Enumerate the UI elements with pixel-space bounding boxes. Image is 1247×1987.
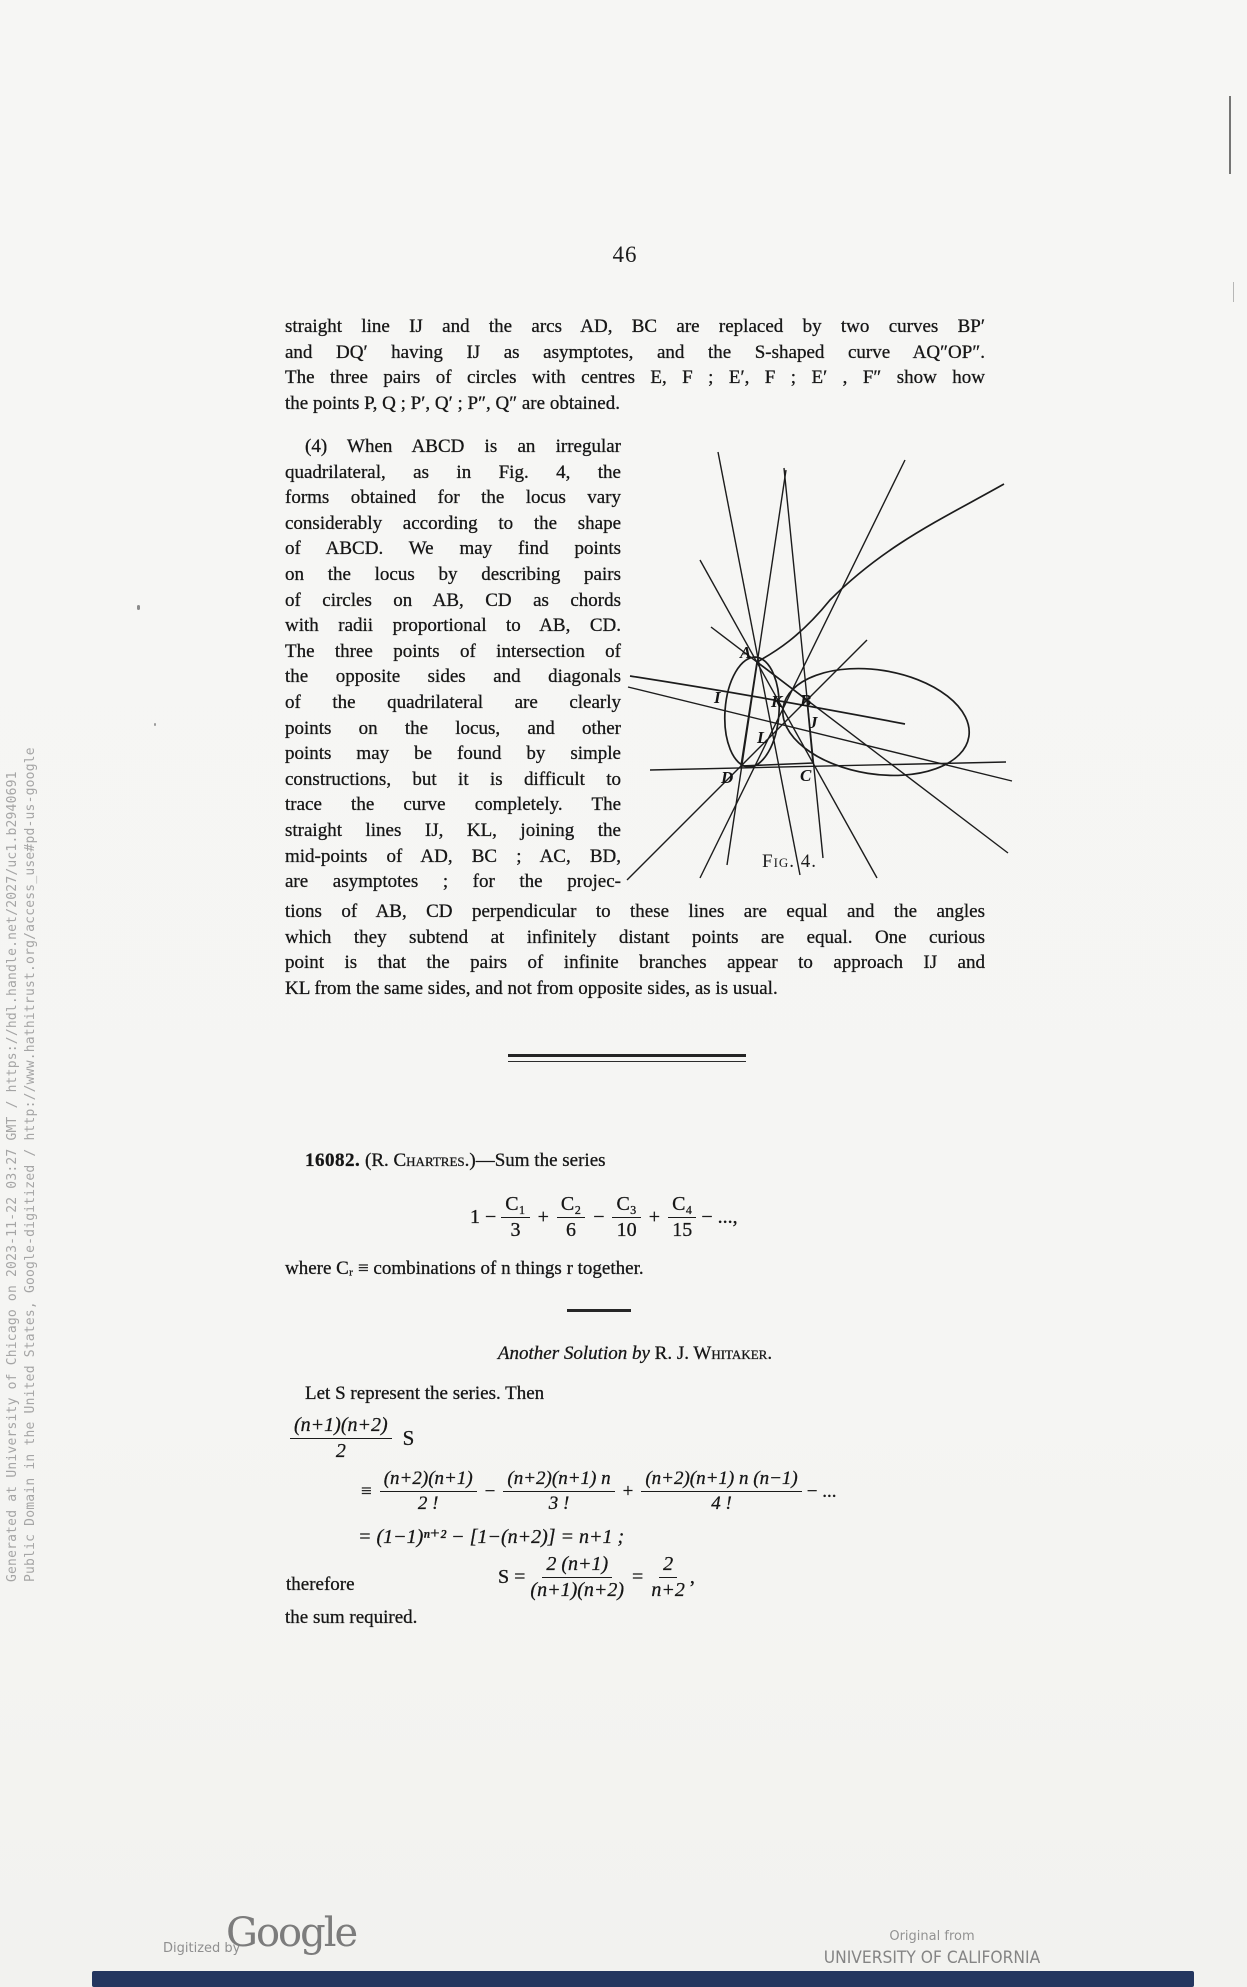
series-lead: 1 − bbox=[470, 1206, 497, 1228]
original-from-label: Original from bbox=[889, 1929, 975, 1944]
geometry-figure-svg bbox=[620, 440, 1020, 895]
text-line: of circles on AB, CD as chords bbox=[285, 589, 621, 611]
text-line: on the locus by describing pairs bbox=[285, 563, 621, 585]
solution-intro: Let S represent the series. Then bbox=[305, 1383, 545, 1404]
sidebar-generated-text: Generated at University of Chicago on 2023-11-22 03:27 GMT / https://hdl.handle.net/2027/uc1.b2940691 bbox=[5, 771, 20, 1582]
fraction-denominator: 3 bbox=[510, 1219, 521, 1241]
eq2-operator: + bbox=[622, 1480, 634, 1502]
eq2-tail: − ... bbox=[806, 1480, 837, 1502]
figure-label-b: B bbox=[800, 691, 812, 710]
solution-closing: the sum required. bbox=[285, 1607, 418, 1628]
google-logo: Google bbox=[226, 1910, 357, 1956]
fraction-denominator: 10 bbox=[616, 1219, 637, 1241]
fraction-denominator: n+2 bbox=[651, 1579, 685, 1601]
text-line: considerably according to the shape bbox=[285, 512, 621, 534]
eq4-equals: = bbox=[632, 1566, 644, 1588]
paragraph-intro bbox=[285, 314, 985, 416]
solution-heading-italic: Another Solution by bbox=[497, 1343, 655, 1364]
series-formula bbox=[470, 1193, 738, 1242]
eq2-fraction-1 bbox=[380, 1468, 477, 1515]
therefore-label: therefore bbox=[286, 1574, 355, 1595]
eq4-comma: , bbox=[689, 1566, 695, 1588]
section-divider bbox=[508, 1054, 746, 1062]
problem-prompt: —Sum the series bbox=[475, 1150, 606, 1171]
fraction-numerator: 2 bbox=[659, 1553, 677, 1578]
text-line: constructions, but it is difficult to bbox=[285, 768, 621, 790]
paragraph-4-narrow bbox=[285, 434, 621, 895]
text-line: trace the curve completely. The bbox=[285, 794, 621, 816]
fraction-denominator: 3 ! bbox=[548, 1493, 570, 1514]
text-line: are asymptotes ; for the projec- bbox=[285, 871, 621, 893]
series-fraction-2 bbox=[557, 1193, 585, 1242]
eq4-lhs: S = bbox=[498, 1566, 526, 1588]
digitized-by-label: Digitized by bbox=[163, 1941, 241, 1956]
scan-crease-mark bbox=[1229, 96, 1231, 174]
fraction-numerator: (n+2)(n+1) n (n−1) bbox=[641, 1468, 801, 1492]
figure-label-a: A bbox=[740, 643, 752, 662]
text-line: the points P, Q ; P′, Q′ ; P″, Q″ are obtained. bbox=[285, 392, 620, 414]
figure-4-diagram bbox=[620, 440, 1020, 895]
eq2-fraction-2 bbox=[503, 1468, 614, 1515]
fraction-numerator: C₄ bbox=[668, 1193, 696, 1218]
fraction-numerator: C₂ bbox=[557, 1193, 585, 1218]
scan-speck bbox=[154, 723, 156, 726]
text-line: straight lines IJ, KL, joining the bbox=[285, 819, 621, 841]
figure-label-l: L bbox=[757, 728, 768, 747]
series-fraction-1 bbox=[501, 1193, 529, 1242]
text-line: straight line IJ and the arcs AD, BC are replaced by two curves BP′ bbox=[285, 316, 985, 337]
text-line: of ABCD. We may find points bbox=[285, 538, 621, 560]
text-line: The three points of intersection of bbox=[285, 640, 621, 662]
eq1-fraction bbox=[290, 1414, 392, 1463]
sidebar-publicdomain-text: Public Domain in the United States, Google-digitized / http://www.hathitrust.org/access_use#pd-us-google bbox=[23, 747, 38, 1582]
eq2-fraction-3 bbox=[641, 1468, 801, 1515]
fraction-numerator: (n+2)(n+1) n bbox=[503, 1468, 614, 1492]
series-fraction-3 bbox=[612, 1193, 640, 1242]
scan-speck bbox=[137, 605, 140, 610]
equation-1 bbox=[285, 1414, 414, 1463]
equation-3: = (1−1)ⁿ⁺² − [1−(n+2)] = n+1 ; bbox=[358, 1526, 625, 1548]
institution-label: UNIVERSITY OF CALIFORNIA bbox=[823, 1948, 1041, 1967]
eq2-operator: − bbox=[484, 1480, 496, 1502]
fraction-numerator: (n+1)(n+2) bbox=[290, 1414, 392, 1439]
eq2-relation: ≡ bbox=[361, 1480, 372, 1502]
text-line: which they subtend at infinitely distant points are equal. One curious bbox=[285, 926, 985, 948]
fraction-denominator: 4 ! bbox=[711, 1493, 732, 1514]
eq1-suffix: S bbox=[402, 1426, 415, 1450]
series-operator: + bbox=[648, 1206, 661, 1228]
fraction-numerator: 2 (n+1) bbox=[542, 1553, 612, 1578]
page-number: 46 bbox=[612, 242, 638, 267]
equation-4 bbox=[498, 1553, 695, 1602]
problem-author: (R. Chartres.) bbox=[365, 1150, 476, 1171]
text-line: points may be found by simple bbox=[285, 743, 621, 765]
text-line: mid-points of AD, BC ; AC, BD, bbox=[285, 845, 621, 867]
fraction-denominator: 2 ! bbox=[417, 1493, 439, 1514]
figure-label-c: C bbox=[800, 766, 812, 785]
figure-label-d: D bbox=[721, 768, 734, 787]
divider-thin-rule bbox=[508, 1061, 746, 1063]
text-line: the opposite sides and diagonals bbox=[285, 666, 621, 688]
eq4-fraction-1 bbox=[530, 1553, 624, 1602]
series-operator: − bbox=[593, 1206, 605, 1228]
text-line: tions of AB, CD perpendicular to these lines are equal and the angles bbox=[285, 901, 985, 922]
figure-caption: Fig. 4. bbox=[762, 851, 818, 872]
fraction-denominator: 15 bbox=[672, 1219, 693, 1241]
divider-thick-rule bbox=[508, 1054, 746, 1057]
fraction-numerator: (n+2)(n+1) bbox=[380, 1468, 477, 1492]
text-line: forms obtained for the locus vary bbox=[285, 487, 621, 509]
fraction-denominator: 6 bbox=[566, 1219, 577, 1241]
text-line: of the quadrilateral are clearly bbox=[285, 691, 621, 713]
eq4-fraction-2 bbox=[651, 1553, 685, 1602]
bottom-navy-bar bbox=[92, 1971, 1194, 1987]
solution-heading bbox=[285, 1341, 985, 1367]
text-line: The three pairs of circles with centres E, F ; E′, F ; E′ , F″ show how bbox=[285, 367, 985, 389]
text-line: and DQ′ having IJ as asymptotes, and the S-shaped curve AQ″OP″. bbox=[285, 341, 985, 363]
equation-2 bbox=[358, 1468, 836, 1515]
text-line: KL from the same sides, and not from opposite sides, as is usual. bbox=[285, 977, 778, 999]
fraction-numerator: C₃ bbox=[612, 1193, 640, 1218]
series-operator: + bbox=[537, 1206, 549, 1228]
problem-heading bbox=[285, 1148, 985, 1174]
scan-crease-mark bbox=[1233, 282, 1234, 302]
series-tail: − ..., bbox=[701, 1206, 738, 1228]
where-clause: where Cᵣ ≡ combinations of n things r together. bbox=[285, 1258, 644, 1279]
series-fraction-4 bbox=[668, 1193, 696, 1242]
text-line: with radii proportional to AB, CD. bbox=[285, 615, 621, 637]
figure-label-j: J bbox=[809, 713, 818, 732]
fraction-numerator: C₁ bbox=[501, 1193, 529, 1218]
problem-number: 16082. bbox=[305, 1150, 361, 1171]
fraction-denominator: 2 bbox=[335, 1440, 346, 1462]
figure-label-k: K bbox=[771, 692, 783, 711]
text-line: quadrilateral, as in Fig. 4, the bbox=[285, 461, 621, 483]
text-line: (4) When ABCD is an irregular bbox=[305, 436, 621, 457]
fraction-denominator: (n+1)(n+2) bbox=[530, 1579, 625, 1601]
short-divider-rule bbox=[567, 1309, 631, 1312]
text-line: points on the locus, and other bbox=[285, 717, 621, 739]
figure-label-i: I bbox=[714, 688, 721, 707]
paragraph-4-fullwidth bbox=[285, 899, 985, 1001]
solution-author: R. J. Whitaker. bbox=[654, 1343, 773, 1364]
text-line: point is that the pairs of infinite branches appear to approach IJ and bbox=[285, 952, 985, 974]
